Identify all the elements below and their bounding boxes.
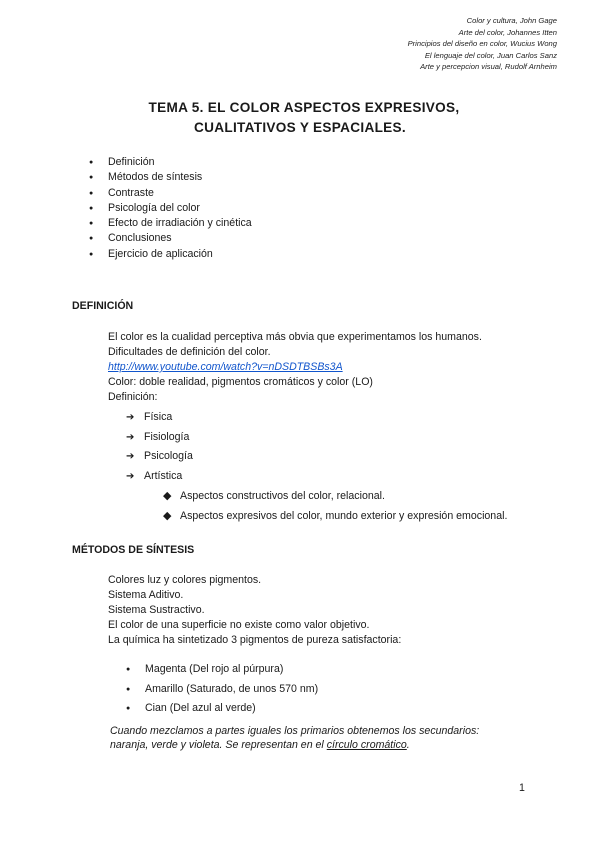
arrow-list — [126, 408, 193, 486]
definicion-paragraph — [108, 330, 482, 405]
toc-item: ● Contraste — [86, 186, 252, 201]
definicion-line: Definición: — [108, 391, 158, 403]
references-block — [408, 15, 557, 73]
bullet-icon: ● — [126, 666, 131, 673]
pigment-list-item: ● Magenta (Del rojo al púrpura) — [126, 660, 318, 680]
metodos-line: Sistema Aditivo. — [108, 589, 184, 601]
pigment-list — [126, 660, 318, 719]
diamond-list — [163, 486, 507, 526]
metodos-line: La química ha sintetizado 3 pigmentos de pureza satisfactoria: — [108, 634, 402, 646]
reference-line: Color y cultura, John Gage — [466, 16, 557, 25]
reference-line: Principios del diseño en color, Wucius Wong — [407, 39, 557, 49]
toc-item: ● Conclusiones — [86, 231, 252, 246]
title-line-2: CUALITATIVOS Y ESPACIALES. — [194, 120, 406, 135]
section-heading-metodos: MÉTODOS DE SÍNTESIS — [72, 544, 195, 556]
bullet-icon: ● — [126, 705, 131, 713]
note-line: naranja, verde y violeta. Se representan en el círculo cromático. — [110, 739, 410, 751]
toc-item: ● Ejercicio de aplicación — [86, 247, 252, 262]
section-heading-definicion: DEFINICIÓN — [72, 300, 134, 312]
youtube-link[interactable]: http://www.youtube.com/watch?v=nDSDTBSBs3A — [108, 361, 343, 373]
arrow-right-icon: ➔ — [126, 451, 135, 463]
arrow-right-icon: ➔ — [126, 431, 135, 443]
arrow-list-item: ➔ Artística — [126, 467, 193, 487]
reference-line: Arte y percepcion visual, Rudolf Arnheim — [420, 62, 557, 72]
definicion-line: Color: doble realidad, pigmentos cromáticos y color (LO) — [108, 376, 373, 388]
arrow-list-item: ➔ Fisiología — [126, 428, 193, 448]
metodos-line: Colores luz y colores pigmentos. — [108, 574, 262, 586]
bullet-icon: ● — [126, 685, 131, 693]
toc-item: ● Definición — [86, 155, 252, 170]
pigment-list-item: ● Cian (Del azul al verde) — [126, 699, 318, 719]
arrow-right-icon: ➔ — [126, 412, 135, 423]
metodos-paragraph — [108, 573, 401, 648]
diamond-bullet-icon: ◆ — [163, 490, 172, 502]
toc-item: ● Efecto de irradiación y cinética — [86, 216, 252, 231]
reference-line: El lenguaje del color, Juan Carlos Sanz — [424, 50, 557, 60]
metodos-line: Sistema Sustractivo. — [108, 604, 205, 616]
note-line: Cuando mezclamos a partes iguales los primarios obtenemos los secundarios: — [110, 725, 480, 737]
arrow-list-item: ➔ Psicología — [126, 447, 193, 467]
arrow-right-icon: ➔ — [126, 470, 135, 482]
page-number: 1 — [519, 782, 525, 794]
reference-line: Arte del color, Johannes Itten — [458, 27, 557, 37]
circulo-cromatico-text: círculo cromático — [326, 739, 407, 751]
secondary-colors-note — [110, 724, 479, 752]
pigment-list-item: ● Amarillo (Saturado, de unos 570 nm) — [126, 680, 318, 700]
toc-item: ● Métodos de síntesis — [86, 170, 252, 185]
diamond-list-item: ◆ Aspectos constructivos del color, relacional. — [163, 486, 507, 506]
diamond-list-item: ◆ Aspectos expresivos del color, mundo exterior y expresión emocional. — [163, 506, 507, 526]
arrow-list-item: ➔ Física — [126, 408, 193, 428]
definicion-line: Dificultades de definición del color. — [108, 346, 271, 358]
title-line-1: TEMA 5. EL COLOR ASPECTOS EXPRESIVOS, — [148, 100, 460, 115]
diamond-bullet-icon: ◆ — [163, 510, 172, 522]
definicion-line: El color es la cualidad perceptiva más obvia que experimentamos los humanos. — [108, 331, 482, 343]
metodos-line: El color de una superficie no existe como valor objetivo. — [108, 619, 370, 631]
page-title — [0, 98, 600, 138]
table-of-contents — [86, 155, 252, 262]
toc-item: ● Psicología del color — [86, 201, 252, 216]
